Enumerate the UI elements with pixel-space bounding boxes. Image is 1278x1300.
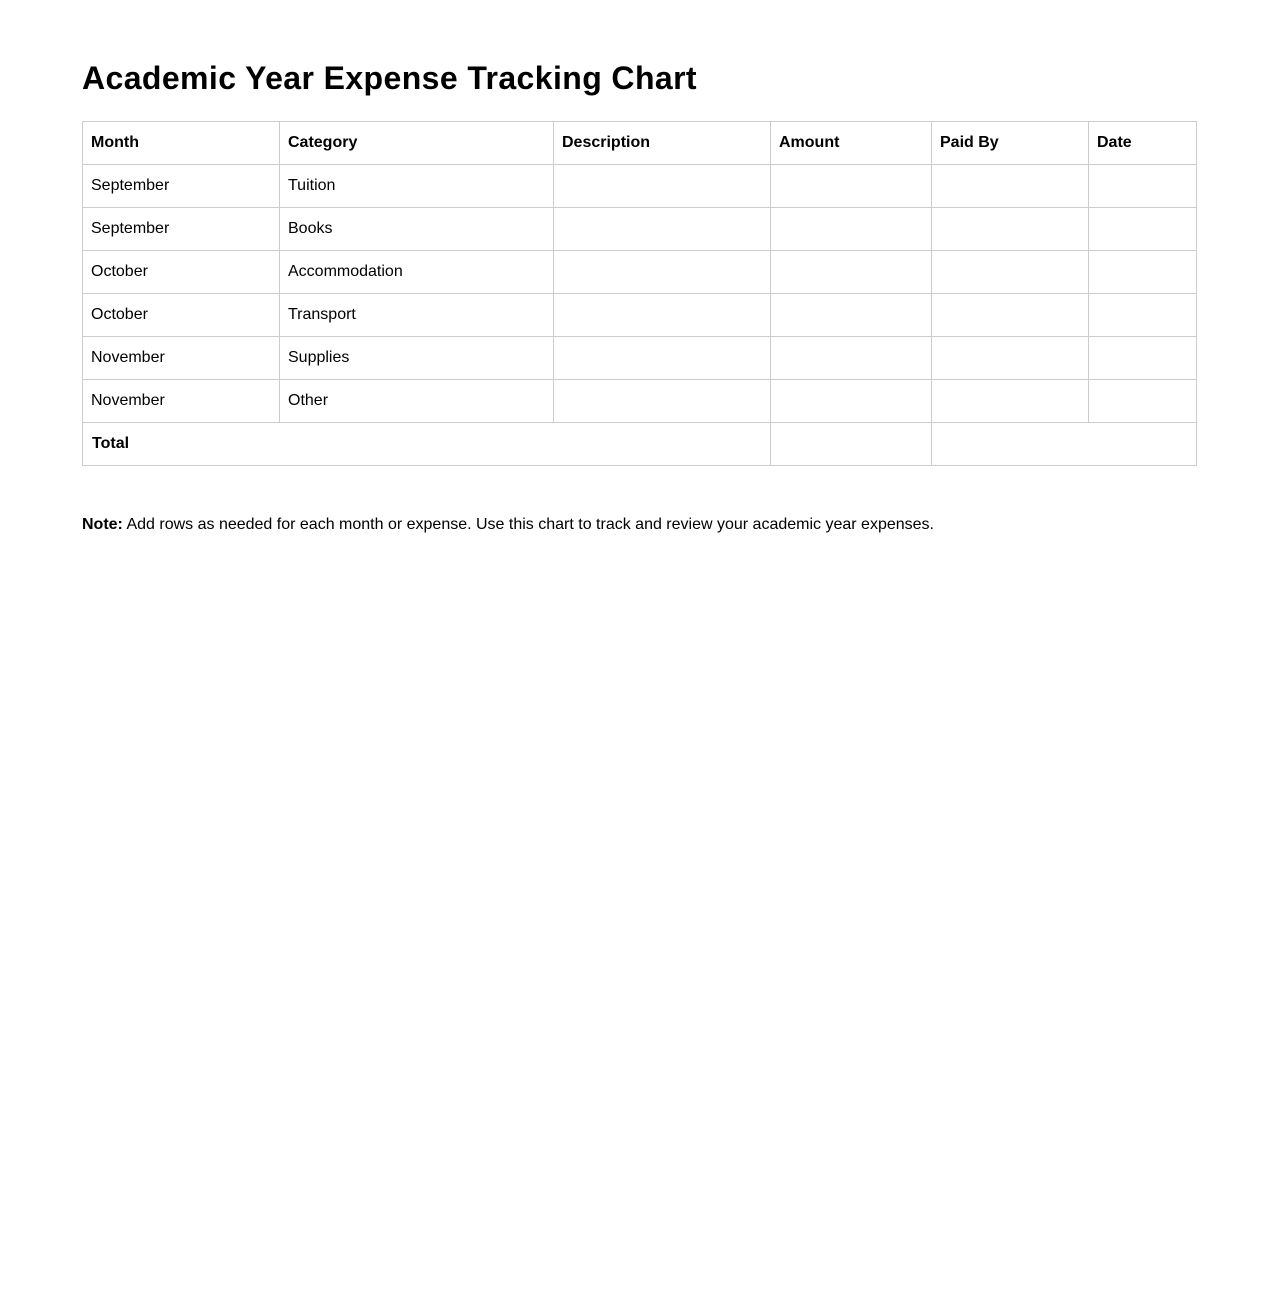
table-row bbox=[83, 251, 1197, 294]
cell-paid-by[interactable] bbox=[932, 165, 1089, 208]
header-date: Date bbox=[1089, 122, 1197, 165]
cell-amount[interactable] bbox=[771, 165, 932, 208]
table-row bbox=[83, 380, 1197, 423]
header-amount: Amount bbox=[771, 122, 932, 165]
cell-amount[interactable] bbox=[771, 337, 932, 380]
cell-date[interactable] bbox=[1089, 251, 1197, 294]
cell-date[interactable] bbox=[1089, 165, 1197, 208]
cell-month: November bbox=[83, 337, 280, 380]
cell-category: Tuition bbox=[280, 165, 554, 208]
table-row bbox=[83, 337, 1197, 380]
cell-month: October bbox=[83, 294, 280, 337]
cell-month: October bbox=[83, 251, 280, 294]
header-row bbox=[83, 122, 1197, 165]
cell-month: November bbox=[83, 380, 280, 423]
expense-table bbox=[82, 121, 1197, 466]
cell-category: Other bbox=[280, 380, 554, 423]
cell-category: Accommodation bbox=[280, 251, 554, 294]
cell-amount[interactable] bbox=[771, 294, 932, 337]
total-label: Total bbox=[83, 423, 771, 466]
cell-date[interactable] bbox=[1089, 380, 1197, 423]
cell-amount[interactable] bbox=[771, 380, 932, 423]
cell-description[interactable] bbox=[554, 380, 771, 423]
cell-paid-by[interactable] bbox=[932, 251, 1089, 294]
document-page bbox=[82, 56, 1196, 533]
cell-month: September bbox=[83, 165, 280, 208]
cell-paid-by[interactable] bbox=[932, 380, 1089, 423]
table-row bbox=[83, 208, 1197, 251]
note-paragraph bbox=[82, 516, 934, 534]
cell-category: Books bbox=[280, 208, 554, 251]
cell-paid-by[interactable] bbox=[932, 208, 1089, 251]
cell-category: Transport bbox=[280, 294, 554, 337]
cell-description[interactable] bbox=[554, 337, 771, 380]
note-text: Add rows as needed for each month or expense. Use this chart to track and review your academic year expenses. bbox=[122, 516, 934, 533]
cell-date[interactable] bbox=[1089, 337, 1197, 380]
table-row bbox=[83, 165, 1197, 208]
cell-amount[interactable] bbox=[771, 251, 932, 294]
cell-description[interactable] bbox=[554, 208, 771, 251]
total-empty-cell bbox=[932, 423, 1197, 466]
table-row bbox=[83, 294, 1197, 337]
cell-date[interactable] bbox=[1089, 208, 1197, 251]
cell-category: Supplies bbox=[280, 337, 554, 380]
total-row bbox=[83, 423, 1197, 466]
header-category: Category bbox=[280, 122, 554, 165]
header-paid-by: Paid By bbox=[932, 122, 1089, 165]
cell-description[interactable] bbox=[554, 165, 771, 208]
cell-month: September bbox=[83, 208, 280, 251]
cell-description[interactable] bbox=[554, 251, 771, 294]
total-amount[interactable] bbox=[771, 423, 932, 466]
cell-date[interactable] bbox=[1089, 294, 1197, 337]
cell-description[interactable] bbox=[554, 294, 771, 337]
cell-amount[interactable] bbox=[771, 208, 932, 251]
note-label: Note: bbox=[82, 516, 123, 533]
header-description: Description bbox=[554, 122, 771, 165]
cell-paid-by[interactable] bbox=[932, 337, 1089, 380]
page-title: Academic Year Expense Tracking Chart bbox=[82, 60, 697, 96]
header-month: Month bbox=[83, 122, 280, 165]
cell-paid-by[interactable] bbox=[932, 294, 1089, 337]
